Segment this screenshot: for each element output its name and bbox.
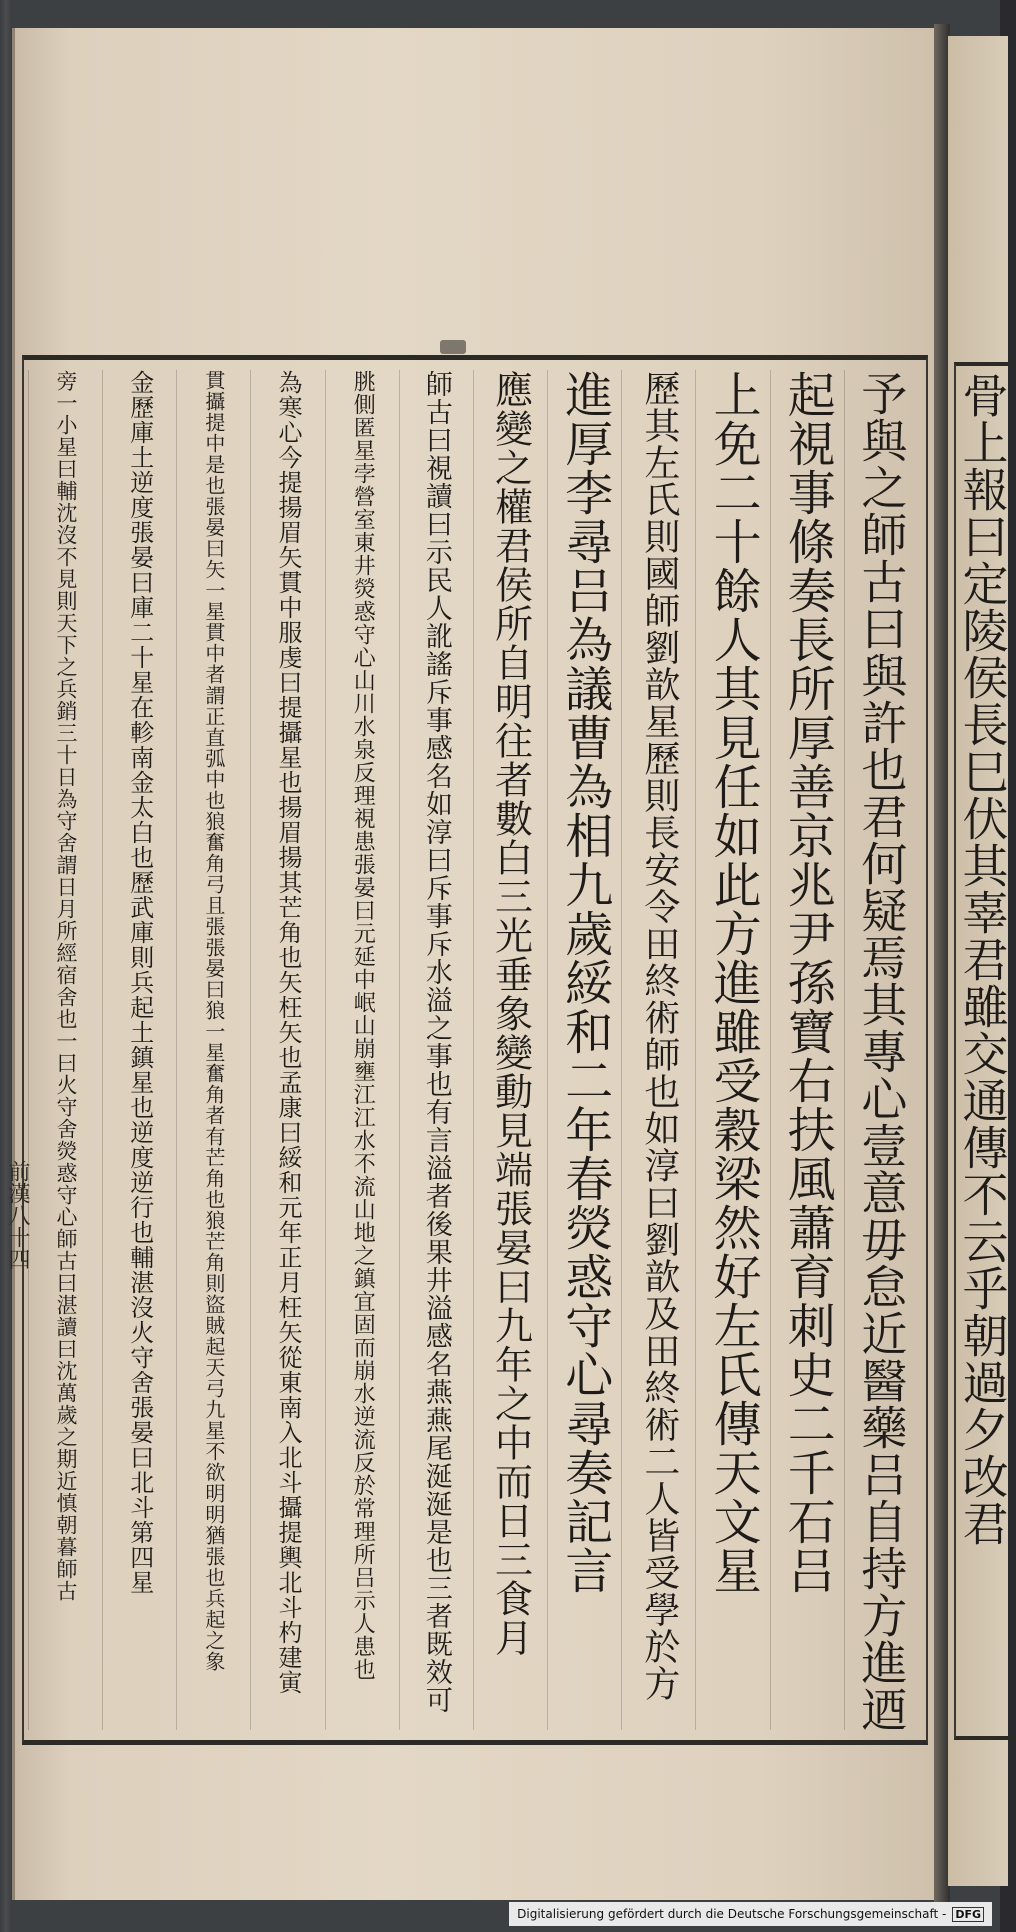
column-text: 為寒心今提揚眉矢貫中服虔曰提攝星也揚眉揚其芒角也矢枉矢也孟康曰綏和元年正月枉矢從東南入北斗攝提輿北斗杓建寅 bbox=[274, 370, 303, 1695]
column-text: 進厚李尋吕為議曹為相九歲綏和二年春熒惑守心尋奏記言 bbox=[556, 370, 613, 1595]
text-column bbox=[621, 370, 695, 1730]
right-page-column bbox=[955, 372, 1010, 1727]
column-text: 應變之權君侯所自明往者數白三光垂象變動見端張晏曰九年之中而日三食月 bbox=[488, 370, 533, 1657]
column-text: 予與之師古曰與許也君何疑焉其專心壹意毋怠近醫藥吕自持方進迺 bbox=[854, 370, 909, 1733]
margin-note: 前漢八十四 bbox=[5, 1160, 30, 1270]
column-text: 朓側匿星孛營室東井熒惑守心山川水泉反理視患張晏曰元延中岷山崩壅江江水不流山地之鎮宜固而崩水逆流反於常理所吕示人患也 bbox=[350, 370, 376, 1681]
column-text: 師古曰視讀曰示民人訛謠斥事感名如淳曰斥事斥水溢之事也有言溢者後果井溢感名燕燕尾涎涎是也三者既效可 bbox=[420, 370, 452, 1714]
footer-text: Digitalisierung gefördert durch die Deutsche Forschungsgemeinschaft - bbox=[517, 1907, 947, 1921]
text-column bbox=[399, 370, 473, 1730]
column-text: 金歷庫土逆度張晏曰庫二十星在軫南金太白也歷武庫則兵起土鎮星也逆度逆行也輔湛沒火守舍張晏曰北斗第四星 bbox=[125, 370, 154, 1595]
dfg-logo: DFG bbox=[952, 1907, 984, 1922]
text-column bbox=[176, 370, 250, 1730]
column-text: 旁一小星曰輔沈沒不見則天下之兵銷三十日為守舍謂日月所經宿舍也一曰火守舍熒惑守心師古曰湛讀曰沈萬歲之期近慎朝暮師古 bbox=[54, 370, 79, 1602]
text-column bbox=[695, 370, 769, 1730]
text-column bbox=[473, 370, 547, 1730]
text-column bbox=[102, 370, 176, 1730]
right-column-text: 骨上報曰定陵侯長巳伏其辜君雖交通傳不云乎朝過夕改君 bbox=[955, 372, 1010, 1547]
text-column bbox=[770, 370, 844, 1730]
footer-bar bbox=[509, 1902, 992, 1926]
column-text: 起視事條奏長所厚善京兆尹孫寶右扶風蕭育刺史二千石吕 bbox=[779, 370, 836, 1595]
text-column bbox=[325, 370, 399, 1730]
printer-mark bbox=[440, 340, 466, 354]
column-text: 貫攝提中是也張晏曰矢一星貫中者謂正直弧中也狼奮角弓且張張晏曰狼一星奮角者有芒角也狼芒角則盜賊起天弓九星不欲明明猶張也兵起之象 bbox=[201, 370, 226, 1672]
text-column bbox=[844, 370, 918, 1733]
text-column bbox=[28, 370, 102, 1730]
column-text: 上免二十餘人其見任如此方進雖受穀梁然好左氏傳天文星 bbox=[705, 370, 762, 1595]
column-text: 歷其左氏則國師劉歆星歷則長安令田終術師也如淳曰劉歆及田終術二人皆受學於方 bbox=[638, 370, 680, 1702]
text-column bbox=[547, 370, 621, 1730]
text-column bbox=[250, 370, 324, 1730]
text-columns bbox=[28, 370, 918, 1733]
